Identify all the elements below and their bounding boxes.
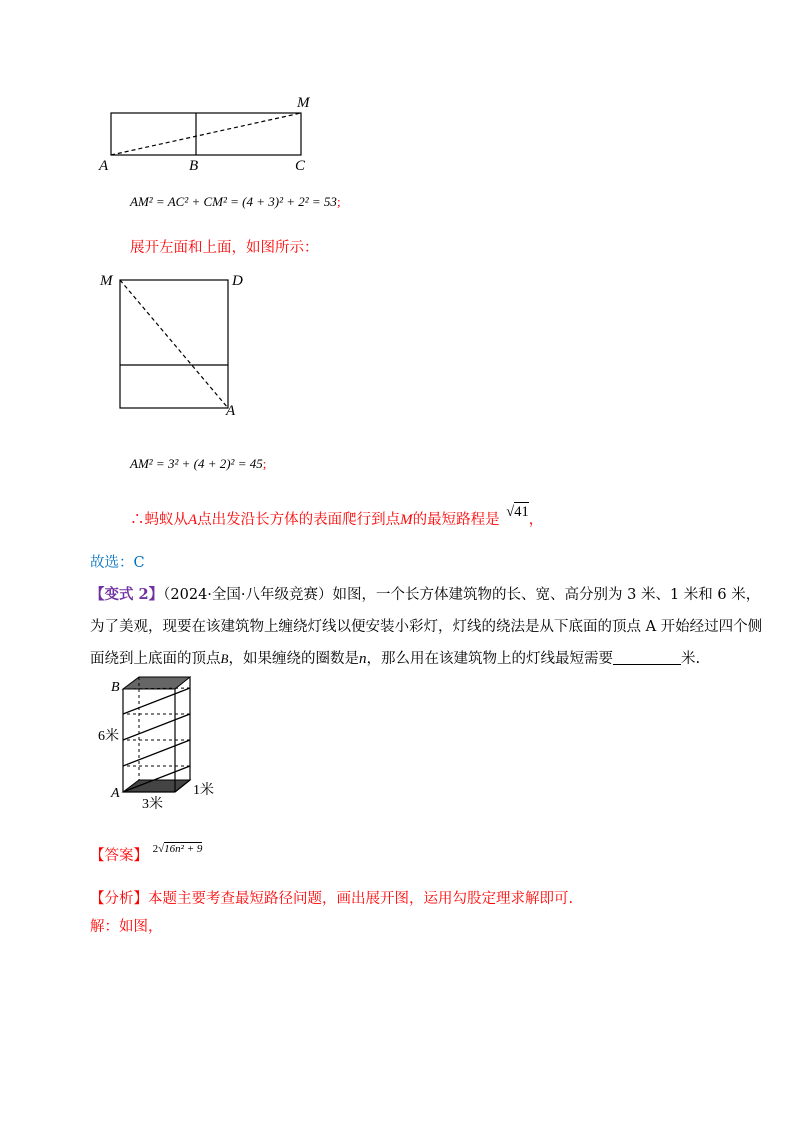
equation-1-end: ; xyxy=(336,194,341,209)
conclusion-prefix: ∴蚂蚁从 xyxy=(130,512,188,528)
label-length: 3米 xyxy=(142,797,163,812)
label-width: 1米 xyxy=(193,783,214,798)
variant-text-1: 如图，一个长方体建筑物的长、宽、高分别为 3 米、1 米和 6 米， xyxy=(332,587,761,603)
variant-line-2: 为了美观，现要在该建筑物上缠绕灯线以便安装小彩灯，灯线的绕法是从下底面的顶点 A 开始经过四个侧 xyxy=(90,619,763,635)
diagonal-path-AM xyxy=(111,113,301,155)
top-face xyxy=(123,677,190,689)
variant-text-3a: 面绕到上底面的顶点 xyxy=(90,651,221,667)
answer-radicand: 16n² + 9 xyxy=(164,843,203,855)
label-height: 6米 xyxy=(98,729,119,744)
equation-2 xyxy=(130,456,266,472)
choice-answer: 故选：C xyxy=(90,555,145,571)
sqrt-41: √41 xyxy=(506,504,529,520)
equation-1 xyxy=(130,194,341,210)
conclusion-end: ， xyxy=(528,512,544,528)
variant-line-1 xyxy=(90,585,760,605)
equation-2-text: AM² = 3² + (4 + 2)² = 45 xyxy=(130,456,263,471)
variant-text-3c: ，那么用在该建筑物上的灯线最短需要 xyxy=(366,651,613,667)
variable-n: n xyxy=(358,651,367,667)
point-M: M xyxy=(400,512,413,528)
figure-unfolded-front-right xyxy=(95,92,325,174)
conclusion-suffix: 的最短路程是 xyxy=(412,512,500,528)
equation-2-end: ; xyxy=(262,456,267,471)
label-M: M xyxy=(100,273,113,289)
answer-coef: 2 xyxy=(152,843,159,855)
point-A: A xyxy=(188,512,198,528)
label-M: M xyxy=(297,95,310,111)
label-A: A xyxy=(99,158,109,174)
conclusion-line xyxy=(130,504,544,530)
variant-line-3 xyxy=(90,649,700,669)
analysis-line xyxy=(90,889,573,909)
figure-cuboid-spiral xyxy=(92,672,232,812)
conclusion-middle: 点出发沿长方体的表面爬行到点 xyxy=(197,512,401,528)
answer-formula: 2√16n² + 9 xyxy=(152,843,203,855)
sqrt-radicand: 41 xyxy=(514,504,529,520)
analysis-label: 【分析】 xyxy=(90,891,148,907)
variant-tag: 【变式 2】 xyxy=(90,586,164,603)
equation-1-text: AM² = AC² + CM² = (4 + 3)² + 2² = 53 xyxy=(130,194,337,209)
label-A: A xyxy=(111,786,120,801)
label-B: B xyxy=(189,158,199,174)
label-B: B xyxy=(111,680,120,695)
note-unfold-left-top: 展开左面和上面，如图所示： xyxy=(130,240,319,256)
bottom-face xyxy=(123,780,190,792)
label-C: C xyxy=(295,158,306,174)
answer-blank xyxy=(613,650,681,665)
variant-text-3d: 米. xyxy=(680,651,701,667)
solution-line: 解：如图， xyxy=(90,919,163,935)
label-D: D xyxy=(232,273,243,289)
variant-text-3b: ，如果缠绕的圈数是 xyxy=(228,651,359,667)
analysis-text: 本题主要考查最短路径问题，画出展开图，运用勾股定理求解即可. xyxy=(148,891,574,907)
answer-label: 【答案】 xyxy=(90,848,148,864)
point-B: B xyxy=(220,651,229,666)
figure-unfolded-left-top xyxy=(95,268,255,418)
diagonal-path-MA xyxy=(120,280,228,408)
label-A: A xyxy=(226,403,236,418)
answer-line xyxy=(90,843,203,867)
variant-source: （2024·全国·八年级竞赛） xyxy=(163,587,333,603)
